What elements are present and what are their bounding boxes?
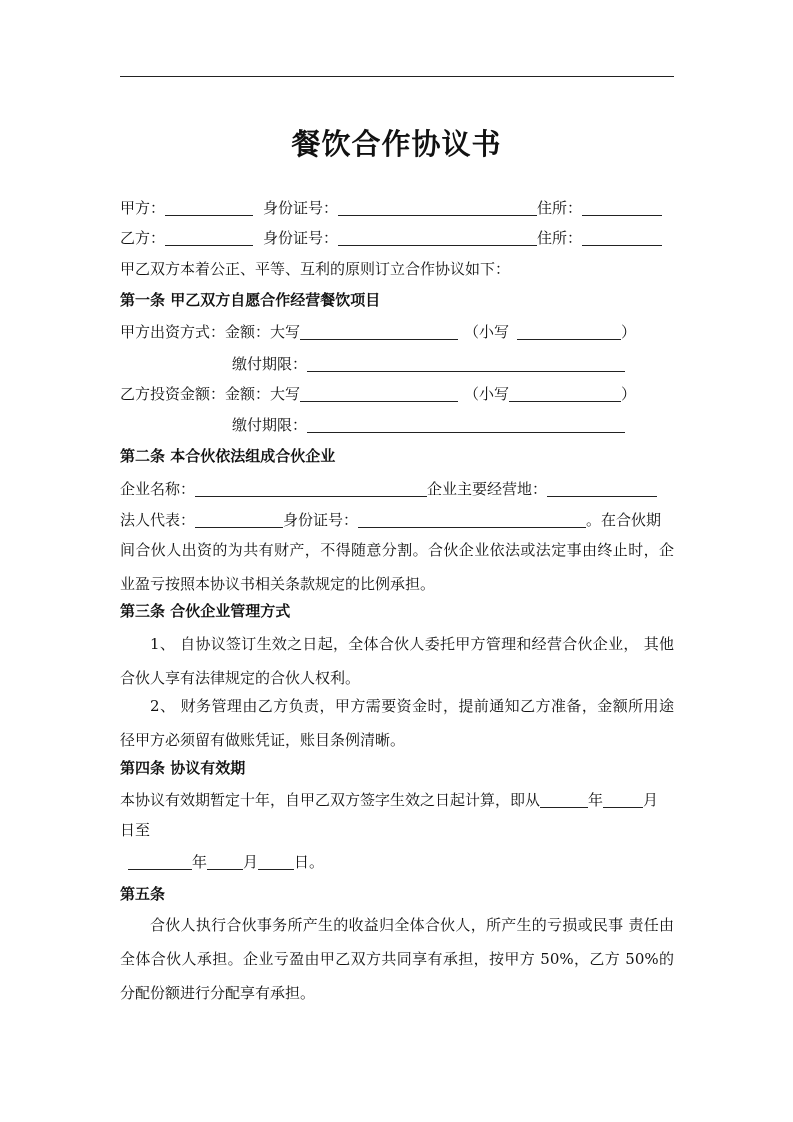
- party-a-label: 甲方：: [120, 199, 166, 217]
- header-rule: [120, 76, 674, 77]
- party-b-name-blank[interactable]: [165, 229, 253, 246]
- party-b-row: [120, 228, 674, 248]
- party-a-amount-upper-blank[interactable]: [300, 323, 458, 340]
- party-a-invest-label: 甲方出资方式：金额：大写: [120, 323, 301, 341]
- end-year-blank[interactable]: [128, 853, 192, 870]
- article2-text-tail: 。在合伙期: [586, 511, 662, 529]
- article3-item1: 1、 自协议签订生效之日起，全体合伙人委托甲方管理和经营合伙企业， 其他合伙人享有法律规定的合伙人权利。: [120, 635, 674, 687]
- validity-day-to: 日至: [120, 821, 151, 839]
- party-a-lowercase-open: （小写: [464, 323, 510, 341]
- party-a-deadline-blank[interactable]: [307, 355, 625, 372]
- article5-heading: 第五条: [120, 885, 166, 903]
- party-b-id-label: 身份证号：: [263, 229, 339, 247]
- main-place-label: 企业主要经营地：: [427, 480, 548, 498]
- party-b-address-label: 住所：: [537, 229, 583, 247]
- start-month-blank[interactable]: [603, 791, 643, 808]
- start-month-label: 月: [643, 791, 659, 809]
- article2-paragraph: 间合伙人出资的为共有财产，不得随意分割。合伙企业依法或法定事由终止时，企业盈亏按照本协议书相关条款规定的比例承担。: [120, 541, 674, 593]
- party-a-amount-lower-blank[interactable]: [517, 323, 621, 340]
- article2-heading: 第二条 本合伙依法组成合伙企业: [120, 447, 336, 465]
- article4-heading: 第四条 协议有效期: [120, 759, 246, 777]
- document-title: 餐饮合作协议书: [291, 127, 502, 161]
- party-b-amount-lower-blank[interactable]: [509, 385, 621, 402]
- party-b-label: 乙方：: [120, 229, 166, 247]
- company-name-label: 企业名称：: [120, 480, 196, 498]
- party-b-lowercase-open: （小写: [464, 385, 510, 403]
- company-row: [120, 479, 674, 499]
- company-name-blank[interactable]: [195, 480, 427, 497]
- party-b-lowercase-close: ）: [621, 385, 637, 403]
- end-month-blank[interactable]: [207, 853, 243, 870]
- end-day-blank[interactable]: [258, 853, 294, 870]
- article1-heading: 第一条 甲乙双方自愿合作经营餐饮项目: [120, 291, 381, 309]
- article5-paragraph: 合伙人执行合伙事务所产生的收益归全体合伙人，所产生的亏损或民事 责任由全体合伙人承担。企业亏盈由甲乙双方共同享有承担，按甲方 50%，乙方 50%的分配份额进行分配享有承担。: [120, 916, 674, 1002]
- main-place-blank[interactable]: [547, 480, 657, 497]
- legal-rep-blank[interactable]: [195, 511, 283, 528]
- end-date-row: [128, 852, 682, 872]
- party-a-id-blank[interactable]: [338, 199, 537, 216]
- party-a-invest-row: [120, 322, 674, 342]
- legal-rep-id-blank[interactable]: [358, 511, 586, 528]
- party-a-row: [120, 198, 674, 218]
- party-b-invest-row: [120, 384, 674, 404]
- party-b-invest-label: 乙方投资金额：金额：大写: [120, 385, 301, 403]
- article3-item2: 2、 财务管理由乙方负责，甲方需要资金时，提前通知乙方准备，金额所用途径甲方必须留有做账凭证，账目条例清晰。: [120, 697, 674, 749]
- start-year-blank[interactable]: [540, 791, 588, 808]
- party-a-lowercase-close: ）: [621, 323, 637, 341]
- validity-row: [120, 790, 674, 810]
- end-year-label: 年: [192, 853, 208, 871]
- party-a-address-label: 住所：: [537, 199, 583, 217]
- party-b-deadline-row: [232, 415, 652, 435]
- end-month-label: 月: [243, 853, 259, 871]
- party-b-deadline-label: 缴付期限：: [232, 416, 308, 434]
- end-day-label: 日。: [294, 853, 325, 871]
- legal-rep-id-label: 身份证号：: [283, 511, 359, 529]
- party-a-address-blank[interactable]: [582, 199, 662, 216]
- legal-rep-label: 法人代表：: [120, 511, 196, 529]
- party-b-id-blank[interactable]: [338, 229, 537, 246]
- legal-rep-row: [120, 510, 674, 530]
- party-b-amount-upper-blank[interactable]: [300, 385, 458, 402]
- party-a-deadline-row: [232, 354, 652, 374]
- validity-text: 本协议有效期暂定十年，自甲乙双方签字生效之日起计算，即从: [120, 791, 541, 809]
- party-a-name-blank[interactable]: [165, 199, 253, 216]
- party-b-address-blank[interactable]: [582, 229, 662, 246]
- intro-text: 甲乙双方本着公正、平等、互利的原则订立合作协议如下：: [120, 260, 511, 278]
- party-a-id-label: 身份证号：: [263, 199, 339, 217]
- party-b-deadline-blank[interactable]: [307, 416, 625, 433]
- party-a-deadline-label: 缴付期限：: [232, 355, 308, 373]
- article3-heading: 第三条 合伙企业管理方式: [120, 602, 291, 620]
- start-year-label: 年: [588, 791, 604, 809]
